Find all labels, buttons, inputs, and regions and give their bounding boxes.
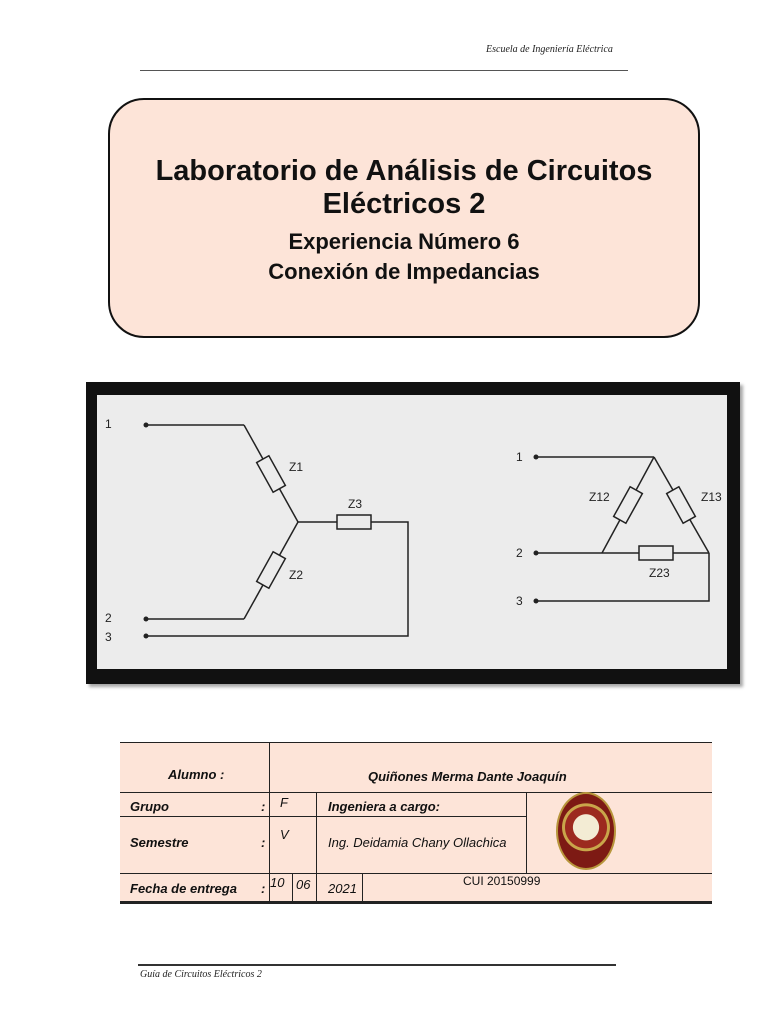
university-seal [556, 792, 616, 870]
table-divider [120, 816, 270, 817]
delta-terminal-dot-2 [534, 551, 539, 556]
title-line-2: Eléctricos 2 [322, 188, 486, 220]
delta-z23-resistor [639, 546, 673, 560]
delta-z13-label: Z13 [701, 490, 722, 504]
table-divider [362, 873, 363, 901]
title-line-4: Conexión de Impedancias [268, 259, 540, 284]
star-z3-label: Z3 [348, 497, 363, 511]
table-divider [270, 816, 526, 817]
star-terminal-label-1: 1 [105, 417, 112, 431]
delta-terminal-label-1: 1 [516, 450, 523, 464]
delta-connection [516, 450, 722, 608]
star-terminal-dot-2 [144, 617, 149, 622]
header-rule [140, 70, 628, 71]
grupo-colon: : [261, 799, 266, 814]
delta-terminal-dot-1 [534, 455, 539, 460]
star-terminal-label-3: 3 [105, 630, 112, 644]
fecha-colon: : [261, 881, 266, 896]
title-line-1: Laboratorio de Análisis de Circuitos [155, 155, 653, 187]
alumno-label: Alumno : [168, 767, 225, 782]
star-z2-resistor [257, 552, 286, 589]
footer-guide-name: Guía de Circuitos Eléctricos 2 [140, 969, 262, 980]
ingeniera-label: Ingeniera a cargo: [328, 799, 440, 814]
title-box [108, 98, 700, 338]
delta-z12-resistor [614, 487, 643, 524]
delta-wire-3 [536, 553, 709, 601]
star-z2-label: Z2 [289, 568, 304, 582]
fecha-day: 10 [270, 875, 285, 890]
student-info-table [120, 742, 712, 904]
star-z3-resistor [337, 515, 371, 529]
fecha-year: 2021 [328, 881, 357, 896]
star-z1-resistor [257, 456, 286, 493]
circuit-figure-frame [86, 382, 740, 684]
table-divider [120, 873, 712, 874]
delta-terminal-label-3: 3 [516, 594, 523, 608]
title-line-3: Experiencia Número 6 [288, 229, 520, 254]
semestre-value: V [280, 827, 289, 842]
table-divider [316, 873, 317, 901]
cui-value: CUI 20150999 [463, 874, 541, 888]
delta-z13-resistor [667, 487, 696, 524]
semestre-colon: : [261, 835, 266, 850]
grupo-value: F [280, 795, 288, 810]
star-z1-label: Z1 [289, 460, 304, 474]
circuit-diagram [97, 395, 727, 669]
title-main [110, 155, 698, 221]
table-divider [292, 873, 293, 901]
delta-terminal-dot-3 [534, 599, 539, 604]
fecha-month: 06 [296, 877, 311, 892]
star-connection [105, 417, 408, 644]
fecha-label: Fecha de entrega [130, 881, 237, 896]
subtitle [110, 227, 698, 287]
table-divider [316, 792, 317, 873]
semestre-label: Semestre [130, 835, 189, 850]
header-school-name: Escuela de Ingeniería Eléctrica [486, 44, 613, 55]
table-divider [120, 792, 712, 793]
footer-rule [138, 964, 616, 966]
star-terminal-dot-1 [144, 423, 149, 428]
alumno-value: Quiñones Merma Dante Joaquín [368, 769, 567, 784]
delta-z12-label: Z12 [589, 490, 610, 504]
table-divider [526, 792, 527, 873]
grupo-label: Grupo [130, 799, 169, 814]
ingeniera-value: Ing. Deidamia Chany Ollachica [328, 835, 507, 850]
star-terminal-label-2: 2 [105, 611, 112, 625]
star-terminal-dot-3 [144, 634, 149, 639]
delta-z23-label: Z23 [649, 566, 670, 580]
circuit-figure [97, 395, 727, 669]
delta-terminal-label-2: 2 [516, 546, 523, 560]
